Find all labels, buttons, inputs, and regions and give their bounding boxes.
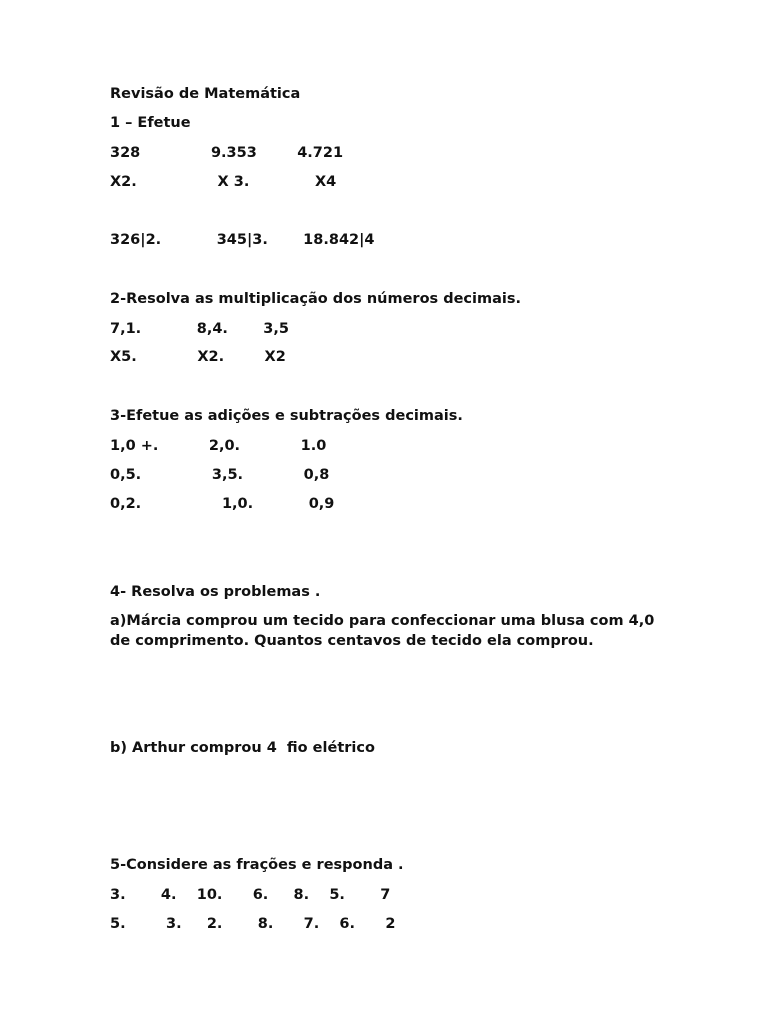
question-3-row-3: 0,2. 1,0. 0,9	[110, 496, 335, 512]
question-4-problem-a: a)Márcia comprou um tecido para confeccionar uma blusa com 4,0 de comprimento. Quantos centavos de tecido ela comprou.	[110, 613, 655, 649]
question-1-row-2: X2. X 3. X4	[110, 174, 337, 190]
question-5-denominators: 5. 3. 2. 8. 7. 6. 2	[110, 916, 396, 932]
question-3-row-2: 0,5. 3,5. 0,8	[110, 467, 330, 483]
question-1-heading: 1 – Efetue	[110, 115, 191, 131]
document-title: Revisão de Matemática	[110, 86, 301, 102]
question-5-numerators: 3. 4. 10. 6. 8. 5. 7	[110, 887, 391, 903]
question-4-problem-b: b) Arthur comprou 4 fio elétrico	[110, 740, 375, 756]
question-1-row-1: 328 9.353 4.721	[110, 145, 344, 161]
question-3-heading: 3-Efetue as adições e subtrações decimais.	[110, 408, 463, 424]
question-5-heading: 5-Considere as frações e responda .	[110, 857, 404, 873]
question-2-row-2: X5. X2. X2	[110, 349, 286, 365]
question-2-heading: 2-Resolva as multiplicação dos números decimais.	[110, 291, 521, 307]
question-4-heading: 4- Resolva os problemas .	[110, 584, 321, 600]
question-2-row-1: 7,1. 8,4. 3,5	[110, 321, 289, 337]
question-1-row-3: 326|2. 345|3. 18.842|4	[110, 232, 375, 248]
question-3-row-1: 1,0 +. 2,0. 1.0	[110, 438, 327, 454]
